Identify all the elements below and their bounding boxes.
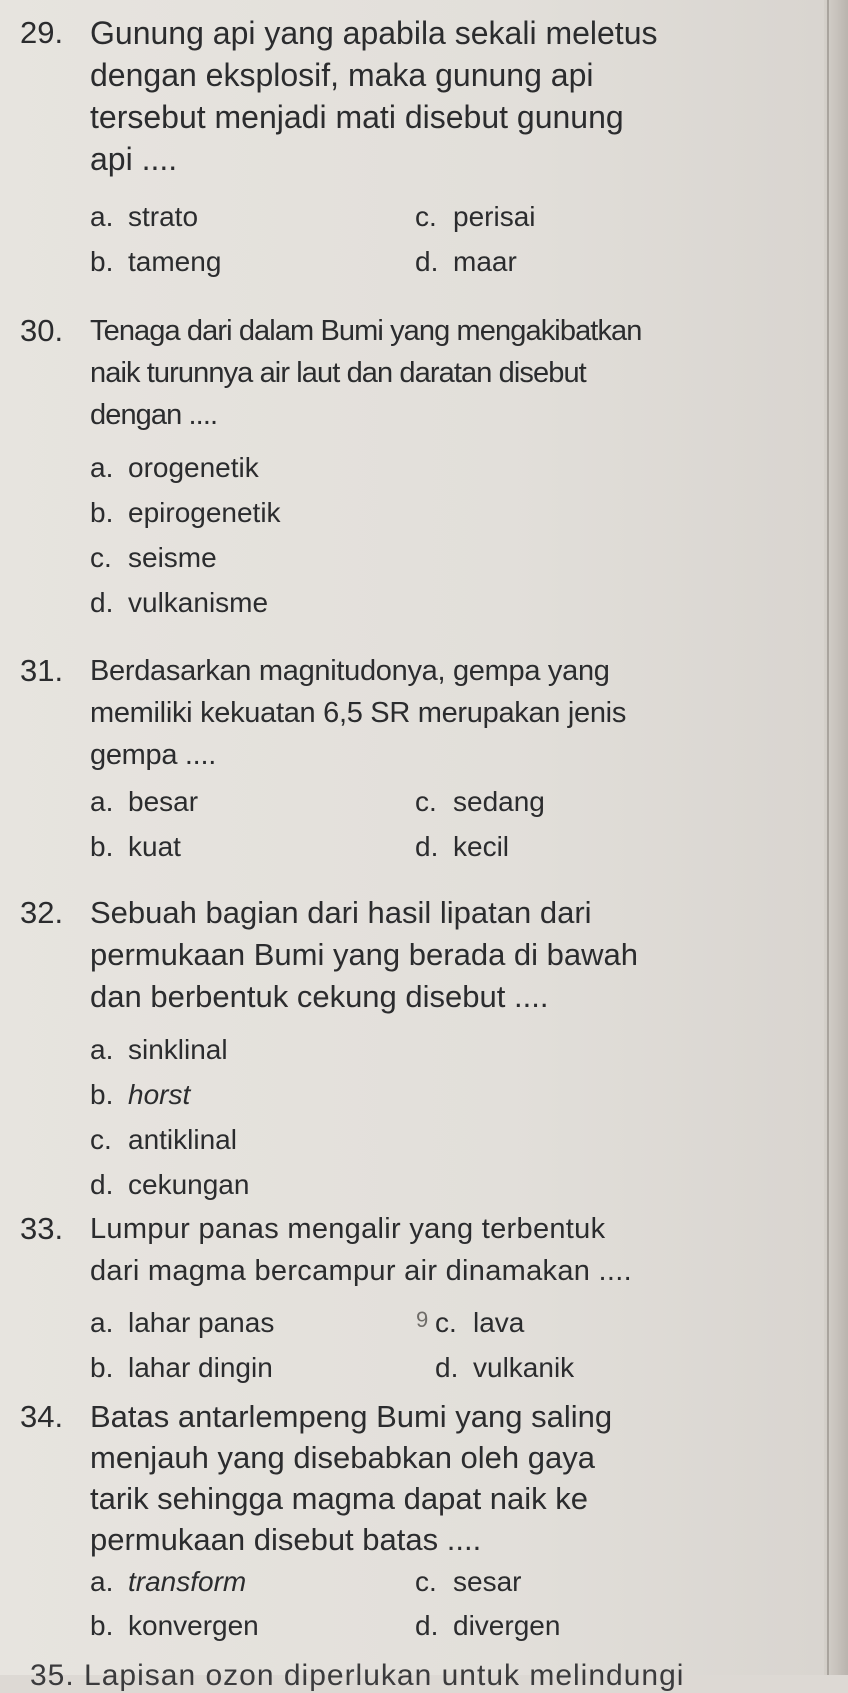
option-c <box>90 538 217 578</box>
option-a <box>90 782 198 822</box>
cut-off-question-35: 35. Lapisan ozon diperlukan untuk melindungi <box>30 1659 685 1692</box>
option-d <box>415 827 509 867</box>
option-letter: b. <box>90 1079 114 1110</box>
option-text: lahar panas <box>128 1307 275 1338</box>
option-text: horst <box>128 1079 191 1110</box>
option-letter: b. <box>90 1352 114 1383</box>
option-letter: a. <box>90 452 114 483</box>
option-c <box>90 1120 237 1160</box>
option-text: seisme <box>128 542 217 573</box>
option-letter: c. <box>90 1124 112 1155</box>
option-d <box>415 242 517 282</box>
option-text: vulkanik <box>473 1352 575 1383</box>
option-letter: c. <box>415 201 437 232</box>
option-text: besar <box>128 786 199 817</box>
option-d <box>90 1165 249 1205</box>
option-letter: b. <box>90 497 114 528</box>
option-letter: c. <box>435 1307 457 1338</box>
option-d <box>415 1606 560 1646</box>
option-b <box>90 1075 190 1115</box>
question-number: 29. <box>20 15 64 50</box>
option-a <box>90 448 259 488</box>
option-text: lahar dingin <box>128 1352 273 1383</box>
option-letter: a. <box>90 1034 114 1065</box>
option-text: cekungan <box>128 1169 250 1200</box>
option-text: lava <box>473 1307 525 1338</box>
option-a <box>90 1030 228 1070</box>
option-letter: c. <box>415 786 437 817</box>
option-letter: d. <box>90 1169 114 1200</box>
question-text: Batas antarlempeng Bumi yang saling menjauh yang disebabkan oleh gaya tarik sehingga magma dapat naik ke permukaan disebut batas .... <box>90 1399 613 1557</box>
option-text: epirogenetik <box>128 497 281 528</box>
option-text: vulkanisme <box>128 587 269 618</box>
option-text: konvergen <box>128 1610 259 1641</box>
option-letter: a. <box>90 1566 114 1597</box>
option-letter: d. <box>415 246 439 277</box>
option-b <box>90 493 281 533</box>
option-d <box>435 1348 574 1388</box>
option-letter: d. <box>415 831 439 862</box>
option-text: kuat <box>128 831 181 862</box>
option-a <box>90 1562 246 1602</box>
option-d <box>90 583 268 623</box>
option-letter: a. <box>90 1307 114 1338</box>
option-text: strato <box>128 201 199 232</box>
option-text: perisai <box>453 201 536 232</box>
question-text: Sebuah bagian dari hasil lipatan dari permukaan Bumi yang berada di bawah dan berbentuk cekung disebut .... <box>90 895 639 1014</box>
question-number: 31. <box>20 653 64 688</box>
question-number: 32. <box>20 895 64 930</box>
option-text: antiklinal <box>128 1124 237 1155</box>
option-b <box>90 1348 273 1388</box>
option-letter: a. <box>90 786 114 817</box>
question-number: 34. <box>20 1399 64 1434</box>
option-a <box>90 197 198 237</box>
option-c <box>415 782 545 822</box>
stray-pencil-mark: 9 <box>416 1307 429 1332</box>
option-letter: b. <box>90 831 114 862</box>
option-text: sedang <box>453 786 545 817</box>
option-letter: a. <box>90 201 114 232</box>
option-b <box>90 242 221 282</box>
option-text: transform <box>128 1566 247 1597</box>
option-text: maar <box>453 246 517 277</box>
option-text: sinklinal <box>128 1034 228 1065</box>
option-c <box>415 1562 521 1602</box>
option-letter: b. <box>90 1610 114 1641</box>
option-letter: c. <box>90 542 112 573</box>
option-letter: b. <box>90 246 114 277</box>
option-c <box>435 1303 524 1343</box>
question-number: 30. <box>20 313 64 348</box>
page-binding-edge <box>824 0 848 1675</box>
question-number: 33. <box>20 1211 64 1246</box>
option-letter: d. <box>435 1352 459 1383</box>
option-a <box>90 1303 274 1343</box>
option-text: kecil <box>453 831 510 862</box>
question-text: Lumpur panas mengalir yang terbentuk dari magma bercampur air dinamakan .... <box>90 1213 632 1287</box>
option-b <box>90 827 181 867</box>
option-text: orogenetik <box>128 452 259 483</box>
option-letter: d. <box>415 1610 439 1641</box>
option-text: tameng <box>128 246 222 277</box>
option-text: sesar <box>453 1566 522 1597</box>
option-b <box>90 1606 259 1646</box>
option-letter: c. <box>415 1566 437 1597</box>
question-text: Gunung api yang apabila sekali meletus dengan eksplosif, maka gunung api tersebut menjadi mati disebut gunung api .... <box>90 15 658 177</box>
question-text: Tenaga dari dalam Bumi yang mengakibatkan naik turunnya air laut dan daratan disebut dengan .... <box>90 315 642 431</box>
option-text: divergen <box>453 1610 561 1641</box>
option-letter: d. <box>90 587 114 618</box>
option-c <box>415 197 535 237</box>
question-text: Berdasarkan magnitudonya, gempa yang memiliki kekuatan 6,5 SR merupakan jenis gempa .... <box>90 655 627 771</box>
